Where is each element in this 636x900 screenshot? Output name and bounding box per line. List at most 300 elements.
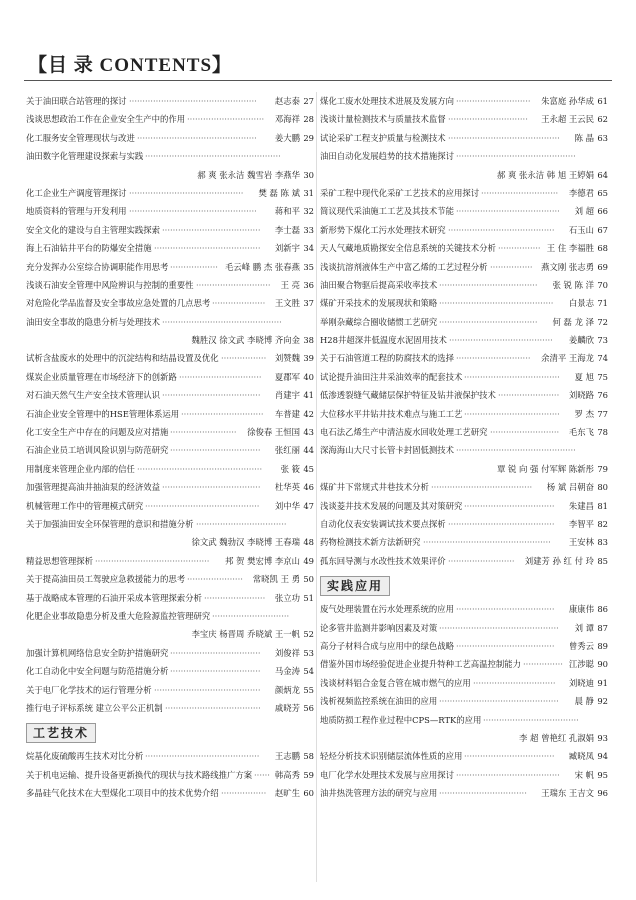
- leader-dots: ····································: [165, 702, 261, 713]
- toc-entry-title: 浅谈材料铝合金复合管在城市燃气的应用: [320, 677, 471, 688]
- toc-entry[interactable]: [26, 147, 314, 165]
- toc-entry[interactable]: [320, 655, 608, 673]
- toc-entry[interactable]: [320, 368, 608, 386]
- toc-entry[interactable]: [320, 386, 608, 404]
- toc-entry-page: 48: [303, 537, 314, 548]
- toc-entry-page: 51: [303, 592, 314, 603]
- toc-entry-author: 邦 贺 樊宏博 李京山: [225, 555, 300, 566]
- toc-entry[interactable]: [320, 637, 608, 655]
- leader-dots: ··················: [170, 261, 218, 272]
- toc-entry[interactable]: [26, 644, 314, 662]
- toc-entry-author: 郝 爽 张永洁 韩 旭 王婷娟: [496, 169, 594, 180]
- toc-entry-author: 张 筱: [280, 463, 300, 474]
- toc-entry[interactable]: [320, 129, 608, 147]
- leader-dots: ···········································: [145, 500, 260, 511]
- toc-entry[interactable]: [320, 497, 608, 515]
- toc-entry-title: 浅谈思想政治工作在企业安全生产中的作用: [26, 114, 186, 125]
- toc-entry[interactable]: [320, 276, 608, 294]
- toc-entry-author: 余清平 王海龙: [541, 353, 594, 364]
- toc-entry-title: 多晶硅气化技术在大型煤化工项目中的技术优势介绍: [26, 788, 219, 799]
- leader-dots: ··································: [196, 518, 287, 529]
- toc-entry-title: 浅谈菱井技术发展的问题及其对策研究: [320, 500, 463, 511]
- toc-entry-title: 药物检测技术新方法新研究: [320, 537, 421, 548]
- toc-entry-title: 对石油天然气生产安全技术管理认识: [26, 390, 160, 401]
- leader-dots: ·················: [221, 788, 267, 799]
- toc-entry-title: 加强管理提高油井抽油泵的经济效益: [26, 482, 160, 493]
- toc-entry-title: H28井超深井低温度水泥固用技术: [320, 335, 447, 346]
- toc-entry[interactable]: [26, 589, 314, 607]
- toc-entry-author: 刘晓迪: [568, 677, 594, 688]
- leader-dots: ·····························: [481, 187, 559, 198]
- toc-entry[interactable]: [320, 294, 608, 312]
- toc-entry-author: 王 亮: [280, 279, 300, 290]
- toc-entry-title: 地质防损工程作业过程中CPS—RTK的应用: [320, 714, 482, 725]
- toc-entry-title: 试析含盐废水的处理中的沉淀结构和结晶设置及优化: [26, 353, 219, 364]
- toc-entry-author: 夏郡军: [274, 371, 300, 382]
- toc-entry-author: 刘中华: [274, 500, 300, 511]
- toc-entry[interactable]: [26, 331, 314, 349]
- toc-entry[interactable]: [320, 784, 608, 802]
- toc-entry-page: 46: [303, 482, 314, 493]
- toc-entry-page: 37: [303, 298, 314, 309]
- toc-entry[interactable]: [320, 747, 608, 765]
- toc-entry-title: 借鉴外国市场经验促进企业提升特种工艺高温控制能力: [320, 659, 521, 670]
- toc-entry-page: 29: [303, 132, 314, 143]
- toc-entry[interactable]: [26, 681, 314, 699]
- toc-entry-page: 31: [303, 187, 314, 198]
- toc-entry-author: 李宝庆 杨晋周 乔晓斌 王一帆: [191, 629, 300, 640]
- toc-entry-title: 轻烃分析技术识别储层流体性质的应用: [320, 751, 463, 762]
- toc-entry-author: 刘晓路: [568, 390, 594, 401]
- toc-entry-author: 徐文武 魏勃汉 李晓博 王春瑞: [191, 537, 300, 548]
- toc-entry-author: 杨 斌 吕朝奋: [546, 482, 594, 493]
- toc-entry[interactable]: [26, 386, 314, 404]
- toc-entry-author: 刘 超: [574, 206, 594, 217]
- leader-dots: ·······························: [473, 677, 556, 688]
- toc-entry[interactable]: [26, 110, 314, 128]
- toc-entry[interactable]: [320, 147, 608, 165]
- toc-entry[interactable]: [26, 258, 314, 276]
- toc-entry-page: 94: [597, 751, 608, 762]
- toc-entry[interactable]: [26, 349, 314, 367]
- toc-entry-page: 39: [303, 353, 314, 364]
- toc-entry-title: 对危险化学品监督及安全事故应急处置的几点思考: [26, 298, 211, 309]
- toc-entry-page: 68: [597, 243, 608, 254]
- toc-entry-page: 30: [303, 169, 314, 180]
- toc-entry-title: 海上石油钻井平台的防爆安全措施: [26, 243, 152, 254]
- toc-entry-title: 试论提升油田注井采油效率的配套技术: [320, 371, 463, 382]
- toc-entry-title: 油田聚合物驱后提高采收率技术: [320, 279, 438, 290]
- toc-entry[interactable]: [320, 600, 608, 618]
- leader-dots: ····························: [456, 96, 531, 106]
- toc-entry-title: 论多管井监测井影响因素及对策: [320, 622, 438, 633]
- toc-entry[interactable]: [26, 625, 314, 643]
- section-label: 实践应用: [320, 576, 390, 596]
- toc-entry-page: 32: [303, 206, 314, 217]
- toc-entry[interactable]: [320, 313, 608, 331]
- leader-dots: ···············································: [137, 463, 263, 474]
- toc-entry[interactable]: [320, 478, 608, 496]
- toc-entry-author: 刘俊祥: [274, 647, 300, 658]
- toc-entry-author: 邓海祥: [274, 114, 300, 125]
- toc-entry-page: 61: [597, 96, 608, 106]
- leader-dots: ···········································: [95, 555, 210, 566]
- leader-dots: ···········································: [129, 187, 244, 198]
- toc-entry-title: 基于战略成本管理的石油开采成本管理探索分析: [26, 592, 202, 603]
- toc-entry-page: 52: [303, 629, 314, 640]
- toc-entry-author: 张 锐 陈 洋: [552, 279, 594, 290]
- toc-entry-page: 91: [597, 677, 608, 688]
- toc-entry-author: 罗 杰: [574, 408, 594, 419]
- toc-entry-page: 56: [303, 702, 314, 713]
- toc-entry-page: 77: [597, 408, 608, 419]
- leader-dots: ····································: [464, 371, 560, 382]
- toc-entry-page: 60: [303, 788, 314, 799]
- toc-entry-title: 精益思想管理探析: [26, 555, 93, 566]
- toc-entry[interactable]: [26, 460, 314, 478]
- toc-entry-author: 肖建宇: [274, 390, 300, 401]
- section-heading-gongyi: [26, 717, 314, 747]
- toc-entry-author: 韩高秀: [274, 769, 300, 780]
- toc-entry-author: 江涉聪: [568, 659, 594, 670]
- column-divider: [316, 92, 317, 882]
- toc-entry[interactable]: [26, 766, 314, 784]
- toc-entry-page: 96: [597, 788, 608, 799]
- toc-entry-page: 66: [597, 206, 608, 217]
- toc-entry-author: 刘 谭: [574, 622, 594, 633]
- toc-entry-page: 43: [303, 427, 314, 438]
- toc-entry-author: 宋 帆: [574, 769, 594, 780]
- leader-dots: ·············································: [439, 696, 559, 707]
- toc-entry-author: 王 住 李福胜: [546, 243, 594, 254]
- toc-entry[interactable]: [320, 729, 608, 747]
- toc-entry-title: 关于机电运输、提升设备更新换代的现状与技术路线推广方案: [26, 769, 253, 780]
- toc-entry[interactable]: [320, 619, 608, 637]
- toc-entry-page: 33: [303, 224, 314, 235]
- toc-entry-author: 常晓凯 王 勇: [252, 574, 300, 585]
- leader-dots: ················: [498, 243, 541, 254]
- toc-entry-author: 臧晓凤: [568, 751, 594, 762]
- toc-entry[interactable]: [26, 184, 314, 202]
- toc-entry[interactable]: [26, 478, 314, 496]
- leader-dots: ···········································: [439, 298, 554, 309]
- toc-entry-page: 69: [597, 261, 608, 272]
- right-column: [320, 92, 608, 802]
- toc-entry[interactable]: [320, 166, 608, 184]
- leader-dots: ·························: [170, 427, 237, 438]
- toc-entry[interactable]: [320, 766, 608, 784]
- toc-entry-author: 车普建: [274, 408, 300, 419]
- toc-entry-title: 试论采矿工程支护质量与检测技术: [320, 132, 446, 143]
- toc-entry-page: 83: [597, 537, 608, 548]
- toc-entry[interactable]: [26, 313, 314, 331]
- toc-entry-title: 大位移水平井钻井技术难点与施工工艺: [320, 408, 463, 419]
- leader-dots: ······························: [448, 114, 528, 125]
- leader-dots: ···········································: [145, 751, 260, 762]
- toc-entry-author: 陈 晶: [574, 132, 594, 143]
- toc-entry-title: 用制度来管理企业内部的信任: [26, 463, 135, 474]
- toc-entry[interactable]: [26, 441, 314, 459]
- toc-entry-page: 81: [597, 500, 608, 511]
- leader-dots: ·····················: [187, 574, 243, 585]
- toc-entry-title: 采矿工程中现代化采矿工艺技术的应用探讨: [320, 187, 480, 198]
- toc-entry[interactable]: [320, 92, 608, 110]
- toc-entry[interactable]: [26, 662, 314, 680]
- toc-entry-page: 85: [597, 555, 608, 566]
- toc-entry-title: 高分子材料合成与应用中的绿色战略: [320, 640, 454, 651]
- leader-dots: ·····································: [162, 224, 261, 235]
- toc-entry-page: 63: [597, 132, 608, 143]
- toc-entry-page: 92: [597, 696, 608, 707]
- leader-dots: ········································: [154, 684, 261, 695]
- toc-entry[interactable]: [26, 368, 314, 386]
- toc-entry-author: 杜华英: [274, 482, 300, 493]
- toc-entry[interactable]: [320, 674, 608, 692]
- toc-entry-author: 晨 静: [574, 696, 594, 707]
- toc-entry-author: 何 磊 龙 泽: [552, 316, 594, 327]
- toc-entry-title: 烷基化废硫酸再生技术对比分析: [26, 751, 144, 762]
- toc-entry[interactable]: [320, 221, 608, 239]
- toc-entry-title: 天人气藏地质勘探安全信息系统的关键技术分析: [320, 243, 496, 254]
- toc-entry-page: 95: [597, 769, 608, 780]
- toc-entry-title: 关于电厂化学技术的运行管理分析: [26, 684, 152, 695]
- leader-dots: ·······················: [204, 592, 266, 603]
- toc-entry-author: 刘建芳 孙 红 付 玲: [524, 555, 594, 566]
- toc-entry-author: 刘新宇: [274, 243, 300, 254]
- toc-entry-page: 54: [303, 666, 314, 677]
- toc-entry-page: 45: [303, 463, 314, 474]
- toc-entry-page: 34: [303, 243, 314, 254]
- leader-dots: ·····························: [212, 610, 290, 621]
- leader-dots: ·························: [448, 555, 515, 566]
- leader-dots: ·······································: [456, 769, 560, 780]
- leader-dots: ·····························: [187, 114, 265, 125]
- toc-entry-title: 浅谈石油安全管理中风险辨识与控制的重要性: [26, 279, 194, 290]
- toc-entry-page: 72: [597, 316, 608, 327]
- toc-entry[interactable]: [320, 184, 608, 202]
- toc-entry-page: 82: [597, 518, 608, 529]
- toc-entry-author: 李 超 曾艳红 孔淑娟: [519, 732, 594, 743]
- header-rule: [24, 80, 612, 81]
- toc-entry-page: 90: [597, 659, 608, 670]
- toc-entry-title: 油田安全事故的隐患分析与处理技术: [26, 316, 160, 327]
- toc-entry-author: 赵旷生: [274, 788, 300, 799]
- toc-entry-page: 86: [597, 604, 608, 615]
- leader-dots: ······: [254, 769, 270, 780]
- toc-entry-page: 62: [597, 114, 608, 125]
- toc-entry-page: 50: [303, 574, 314, 585]
- leader-dots: ··························: [490, 427, 560, 438]
- toc-entry-author: 姜麟欣: [568, 335, 594, 346]
- toc-entry[interactable]: [26, 533, 314, 551]
- toc-entry-page: 36: [303, 279, 314, 290]
- toc-entry[interactable]: [320, 533, 608, 551]
- leader-dots: ··································: [170, 647, 261, 658]
- toc-entry-title: 新形势下煤化工污水处理技术研究: [320, 224, 446, 235]
- toc-entry[interactable]: [26, 166, 314, 184]
- toc-entry[interactable]: [26, 239, 314, 257]
- toc-entry-author: 夏 旭: [574, 371, 594, 382]
- leader-dots: ··································: [170, 666, 261, 677]
- toc-entry-title: 关于提高油田员工驾驶应急救援能力的思考: [26, 574, 186, 585]
- toc-entry-page: 55: [303, 684, 314, 695]
- leader-dots: ·····································: [439, 279, 538, 290]
- leader-dots: ··································: [464, 751, 555, 762]
- toc-entry-page: 89: [597, 640, 608, 651]
- toc-entry[interactable]: [26, 607, 314, 625]
- leader-dots: ···················································: [145, 151, 281, 162]
- toc-entry-title: 浅析视频监控系统在油田的应用: [320, 696, 438, 707]
- page-header: 【目 录 CONTENTS】: [28, 55, 233, 76]
- toc-entry[interactable]: [320, 552, 608, 570]
- toc-entry-title: 化工企业生产调度管理探讨: [26, 187, 127, 198]
- leader-dots: ·····································: [456, 604, 555, 615]
- toc-entry-author: 曾秀云: [568, 640, 594, 651]
- toc-entry-page: 49: [303, 555, 314, 566]
- toc-entry-page: 59: [303, 769, 314, 780]
- toc-entry[interactable]: [320, 202, 608, 220]
- leader-dots: ·······································: [449, 335, 553, 346]
- toc-entry-title: 石油企业安全管理中的HSE管理体系运用: [26, 408, 180, 419]
- toc-entry-title: 推行电子评标系统 建立公平公正机制: [26, 702, 163, 713]
- leader-dots: ·············································: [456, 151, 576, 162]
- toc-entry-page: 75: [597, 371, 608, 382]
- toc-entry[interactable]: [320, 349, 608, 367]
- toc-entry-title: 加强计算机网络信息安全防护措施研究: [26, 647, 169, 658]
- toc-entry-author: 白景志: [568, 298, 594, 309]
- toc-entry-page: 53: [303, 647, 314, 658]
- toc-entry-page: 65: [597, 187, 608, 198]
- toc-entry-page: 47: [303, 500, 314, 511]
- toc-entry-page: 78: [597, 427, 608, 438]
- toc-entry-author: 李德君: [568, 187, 594, 198]
- toc-entry-page: 93: [597, 732, 608, 743]
- toc-entry-author: 樊 磊 陈 斌: [258, 187, 300, 198]
- toc-entry[interactable]: [26, 294, 314, 312]
- leader-dots: ·······························: [179, 371, 262, 382]
- toc-entry[interactable]: [26, 276, 314, 294]
- toc-entry[interactable]: [26, 221, 314, 239]
- toc-entry-page: 71: [597, 298, 608, 309]
- toc-entry[interactable]: [26, 699, 314, 717]
- leader-dots: ····························: [456, 353, 531, 364]
- section-heading-shijian: [320, 570, 608, 600]
- toc-entry[interactable]: [320, 515, 608, 533]
- leader-dots: ·······························: [181, 408, 264, 419]
- leader-dots: ·············································: [162, 316, 282, 327]
- toc-entry[interactable]: [320, 239, 608, 257]
- toc-entry-author: 蒋和平: [274, 206, 300, 217]
- toc-entry[interactable]: [26, 515, 314, 533]
- toc-entry-author: 毛东飞: [568, 427, 594, 438]
- toc-entry-page: 58: [303, 751, 314, 762]
- toc-entry-page: 35: [303, 261, 314, 272]
- toc-entry-title: 煤矿开采技术的发展现状和策略: [320, 298, 438, 309]
- toc-entry-author: 李智平: [568, 518, 594, 529]
- toc-entry-author: 王瑞东 王吉文: [541, 788, 594, 799]
- leader-dots: ····················: [212, 298, 266, 309]
- toc-entry[interactable]: [26, 405, 314, 423]
- leader-dots: ·····································: [162, 482, 261, 493]
- toc-entry[interactable]: [26, 570, 314, 588]
- toc-entry[interactable]: [26, 423, 314, 441]
- toc-entry-author: 王安林: [568, 537, 594, 548]
- toc-entry[interactable]: [320, 258, 608, 276]
- leader-dots: ·································: [439, 788, 527, 799]
- toc-entry-title: 煤炭企业质量管理在市场经济下的创新路: [26, 371, 177, 382]
- toc-entry-page: 28: [303, 114, 314, 125]
- toc-entry[interactable]: [26, 747, 314, 765]
- toc-entry-title: 油田数字化管理建设探索与实践: [26, 151, 144, 162]
- toc-entry-author: 赵志泰: [274, 96, 300, 106]
- toc-entry-title: 举刚杂藏综合圈收储惯工艺研究: [320, 316, 438, 327]
- toc-entry[interactable]: [26, 202, 314, 220]
- leader-dots: ··································: [170, 445, 261, 456]
- toc-entry-title: 自动化仪表安装调试技术要点探析: [320, 518, 446, 529]
- toc-entry-title: 化工自动化中安全问题与防范措施分析: [26, 666, 169, 677]
- toc-entry[interactable]: [320, 692, 608, 710]
- toc-entry-title: 浅谈抗溶剂液体生产中富乙烯的工艺过程分析: [320, 261, 488, 272]
- toc-entry[interactable]: [26, 552, 314, 570]
- toc-entry-page: 41: [303, 390, 314, 401]
- toc-entry-title: 孤东回导测与水改性技术效果评价: [320, 555, 446, 566]
- toc-entry[interactable]: [320, 423, 608, 441]
- leader-dots: ·····································: [456, 640, 555, 651]
- toc-entry[interactable]: [320, 110, 608, 128]
- toc-entry[interactable]: [26, 92, 314, 110]
- toc-entry-title: 关于石油管道工程的防腐技术的选择: [320, 353, 454, 364]
- toc-entry[interactable]: [320, 405, 608, 423]
- leader-dots: ················································: [423, 537, 551, 548]
- toc-entry-author: 王志鹏: [274, 751, 300, 762]
- toc-entry-title: 安全文化的建设与自主管理实践探索: [26, 224, 160, 235]
- toc-entry[interactable]: [320, 331, 608, 349]
- toc-entry-author: 刘赞魏: [274, 353, 300, 364]
- leader-dots: ········································: [154, 243, 261, 254]
- toc-entry-author: 魏胜汉 徐文武 李晓博 齐向金: [191, 335, 300, 346]
- leader-dots: ··········································: [448, 132, 560, 143]
- toc-entry[interactable]: [26, 784, 314, 802]
- toc-entry-title: 电石法乙烯生产中清洁废水回收处理工艺研究: [320, 427, 488, 438]
- toc-entry[interactable]: [320, 441, 608, 459]
- toc-entry-title: 废气处理装置在污水处理系统的应用: [320, 604, 454, 615]
- toc-entry-title: 深海海山大尺寸长管卡封固低测技术: [320, 445, 454, 456]
- leader-dots: ····································: [483, 714, 579, 725]
- toc-entry-page: 27: [303, 96, 314, 106]
- leader-dots: ·····································: [439, 316, 538, 327]
- leader-dots: ·······················: [498, 390, 560, 401]
- toc-entry-title: 低渗透裂缝气藏储层保护特征及钻井液保护技术: [320, 390, 496, 401]
- leader-dots: ·············································: [456, 445, 576, 456]
- toc-entry-author: 张立功: [274, 592, 300, 603]
- toc-entry-title: 关于加强油田安全环保管理的意识和措施分析: [26, 518, 194, 529]
- toc-entry-author: 颜炳龙: [274, 684, 300, 695]
- toc-entry[interactable]: [26, 497, 314, 515]
- toc-entry[interactable]: [26, 129, 314, 147]
- toc-entry[interactable]: [320, 711, 608, 729]
- toc-entry-page: 79: [597, 463, 608, 474]
- toc-entry-title: 化工安全生产中存在的问题及应对措施: [26, 427, 169, 438]
- leader-dots: ·····································: [162, 390, 261, 401]
- leader-dots: ··································: [464, 500, 555, 511]
- toc-entry-author: 戚晓芳: [274, 702, 300, 713]
- toc-entry-title: 浅谈计量检测技术与质量技术监督: [320, 114, 446, 125]
- leader-dots: ·······································: [456, 206, 560, 217]
- toc-entry-title: 石油企业员工培训风险识别与防范研究: [26, 445, 169, 456]
- toc-entry-page: 42: [303, 408, 314, 419]
- toc-entry-page: 87: [597, 622, 608, 633]
- toc-entry[interactable]: [320, 460, 608, 478]
